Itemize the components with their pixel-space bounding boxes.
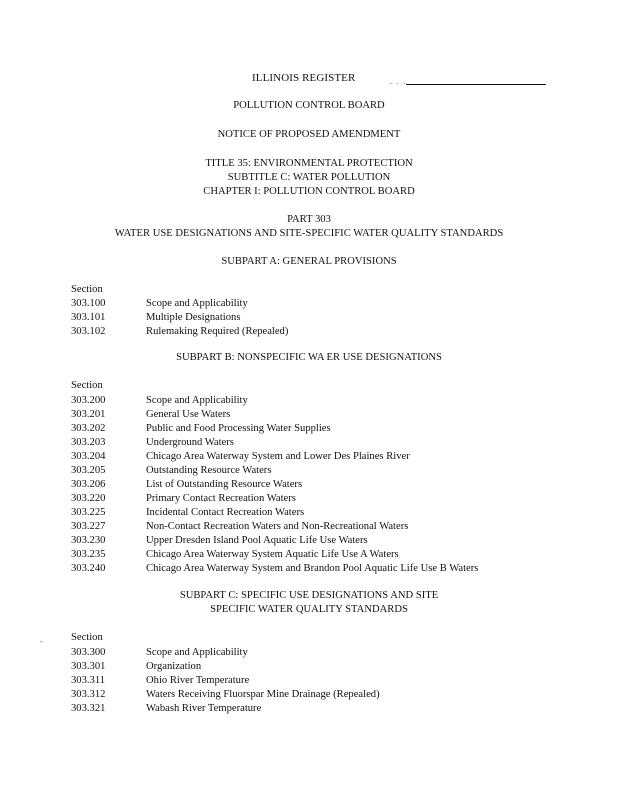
section-number: 303.300 [71, 647, 106, 658]
toc-row [71, 422, 591, 436]
part-title: WATER USE DESIGNATIONS AND SITE-SPECIFIC WATER QUALITY STANDARDS [114, 228, 504, 239]
toc-row [71, 408, 591, 422]
section-title: Chicago Area Waterway System and Brandon Pool Aquatic Life Use B Waters [146, 563, 479, 574]
section-title: Incidental Contact Recreation Waters [146, 507, 305, 518]
chapter-heading: CHAPTER I: POLLUTION CONTROL BOARD [203, 186, 415, 197]
subpart-b-section-label: Section [71, 380, 103, 391]
toc-row [71, 562, 591, 576]
toc-row [71, 464, 591, 478]
section-title: General Use Waters [146, 409, 231, 420]
toc-row [71, 478, 591, 492]
section-number: 303.201 [71, 409, 106, 420]
toc-row [71, 492, 591, 506]
section-number: 303.204 [71, 451, 106, 462]
section-number: 303.240 [71, 563, 106, 574]
subpart-a-toc [71, 297, 591, 339]
section-title: Chicago Area Waterway System Aquatic Life Use A Waters [146, 549, 399, 560]
section-title: Public and Food Processing Water Supplies [146, 423, 331, 434]
toc-row [71, 534, 591, 548]
toc-row [71, 688, 591, 702]
section-number: 303.227 [71, 521, 106, 532]
toc-row [71, 394, 591, 408]
section-title: Multiple Designations [146, 312, 241, 323]
section-number: 303.102 [71, 326, 106, 337]
margin-mark: - [40, 636, 43, 646]
toc-row [71, 520, 591, 534]
section-number: 303.101 [71, 312, 106, 323]
section-title: Chicago Area Waterway System and Lower Des Plaines River [146, 451, 410, 462]
toc-row [71, 506, 591, 520]
subpart-c-heading-line1: SUBPART C: SPECIFIC USE DESIGNATIONS AND SITE [179, 590, 439, 601]
part-heading: PART 303 [287, 214, 331, 225]
section-number: 303.205 [71, 465, 106, 476]
subpart-a-heading: SUBPART A: GENERAL PROVISIONS [221, 256, 397, 267]
section-title: Organization [146, 661, 202, 672]
section-title: Non-Contact Recreation Waters and Non-Recreational Waters [146, 521, 409, 532]
subtitle-heading: SUBTITLE C: WATER POLLUTION [227, 172, 391, 183]
section-number: 303.206 [71, 479, 106, 490]
toc-row [71, 660, 591, 674]
section-title: Outstanding Resource Waters [146, 465, 272, 476]
section-number: 303.202 [71, 423, 106, 434]
toc-row [71, 436, 591, 450]
section-number: 303.312 [71, 689, 106, 700]
section-title: Rulemaking Required (Repealed) [146, 326, 289, 337]
register-title: ILLINOIS REGISTER [252, 72, 356, 84]
section-number: 303.100 [71, 298, 106, 309]
section-number: 303.200 [71, 395, 106, 406]
subpart-b-toc [71, 394, 591, 576]
toc-row [71, 548, 591, 562]
section-title: Wabash River Temperature [146, 703, 262, 714]
section-title: Scope and Applicability [146, 647, 248, 658]
title-heading: TITLE 35: ENVIRONMENTAL PROTECTION [205, 158, 413, 169]
section-title: Underground Waters [146, 437, 234, 448]
subpart-c-section-label: Section [71, 632, 103, 643]
section-title: Ohio River Temperature [146, 675, 250, 686]
section-number: 303.321 [71, 703, 106, 714]
toc-row [71, 450, 591, 464]
toc-row [71, 311, 591, 325]
register-header [0, 72, 618, 88]
register-issue-line [406, 84, 546, 85]
section-number: 303.311 [71, 675, 106, 686]
section-number: 303.235 [71, 549, 106, 560]
register-dots: . . . [390, 76, 407, 86]
section-title: Upper Dresden Island Pool Aquatic Life Use Waters [146, 535, 368, 546]
section-title: List of Outstanding Resource Waters [146, 479, 303, 490]
board-heading: POLLUTION CONTROL BOARD [233, 100, 385, 111]
section-number: 303.203 [71, 437, 106, 448]
toc-row [71, 674, 591, 688]
section-number: 303.220 [71, 493, 106, 504]
section-number: 303.225 [71, 507, 106, 518]
section-title: Waters Receiving Fluorspar Mine Drainage (Repealed) [146, 689, 380, 700]
section-title: Scope and Applicability [146, 298, 248, 309]
subpart-c-toc [71, 646, 591, 716]
section-title: Primary Contact Recreation Waters [146, 493, 296, 504]
toc-row [71, 646, 591, 660]
section-number: 303.230 [71, 535, 106, 546]
section-number: 303.301 [71, 661, 106, 672]
toc-row [71, 325, 591, 339]
section-title: Scope and Applicability [146, 395, 248, 406]
toc-row [71, 702, 591, 716]
subpart-a-section-label: Section [71, 284, 103, 295]
subpart-b-heading: SUBPART B: NONSPECIFIC WA ER USE DESIGNATIONS [176, 352, 442, 363]
toc-row [71, 297, 591, 311]
notice-heading: NOTICE OF PROPOSED AMENDMENT [217, 129, 401, 140]
subpart-c-heading-line2: SPECIFIC WATER QUALITY STANDARDS [210, 604, 408, 615]
